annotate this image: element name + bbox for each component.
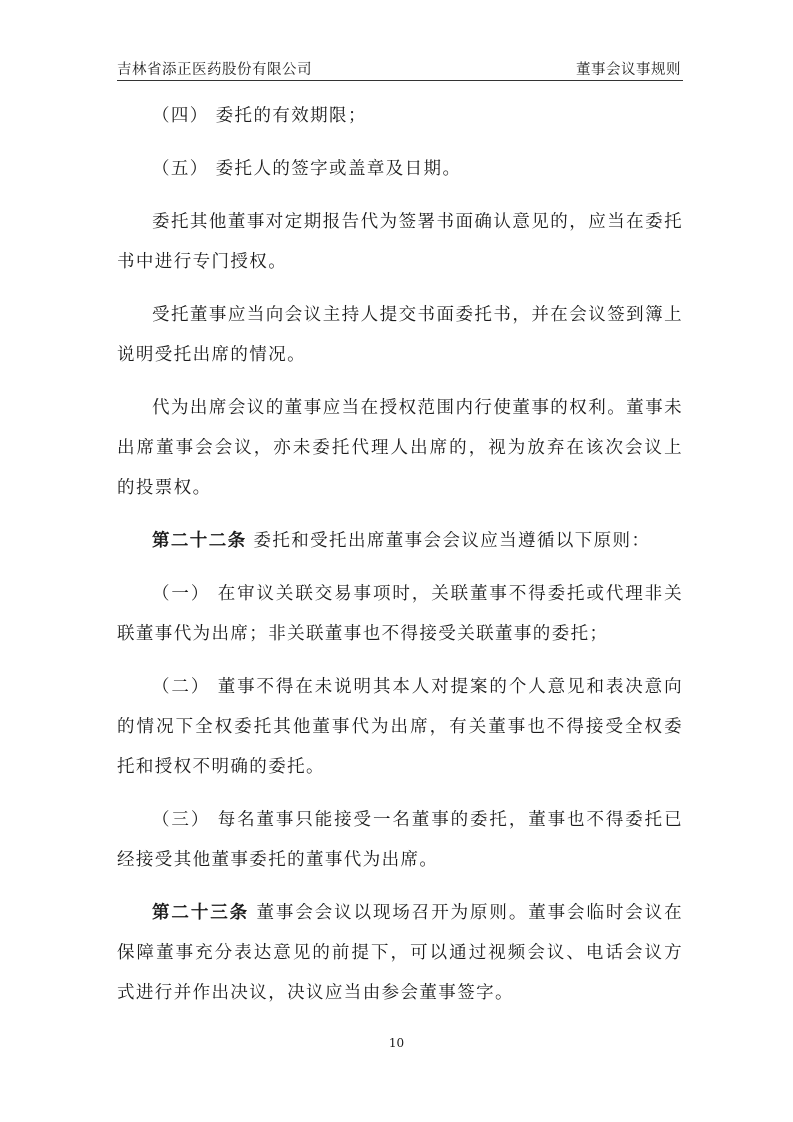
article-number: 第二十三条 (152, 903, 250, 923)
paragraph-text: 受托董事应当向会议主持人提交书面委托书，并在会议签到簿上说明受托出席的情况。 (117, 305, 683, 365)
article-paragraph (117, 893, 683, 1013)
paragraph-text: （一） 在审议关联交易事项时，关联董事不得委托或代理非关联董事代为出席；非关联董事也不得接受关联董事的委托； (117, 584, 683, 644)
paragraph (117, 149, 683, 189)
paragraph-text: 委托和受托出席董事会会议应当遵循以下原则： (246, 531, 651, 551)
paragraph (117, 388, 683, 508)
paragraph (117, 800, 683, 880)
paragraph (117, 96, 683, 136)
paragraph (117, 667, 683, 787)
article-paragraph (117, 521, 683, 561)
paragraph (117, 574, 683, 654)
paragraph (117, 202, 683, 282)
document-title: 董事会议事规则 (576, 62, 681, 78)
paragraph-text: （四） 委托的有效期限； (152, 106, 367, 126)
paragraph-text: （五） 委托人的签字或盖章及日期。 (152, 159, 462, 179)
article-number: 第二十二条 (152, 531, 247, 551)
paragraph-text: （二） 董事不得在未说明其本人对提案的个人意见和表决意向的情况下全权委托其他董事代为出席，有关董事也不得接受全权委托和授权不明确的委托。 (117, 677, 683, 777)
company-name: 吉林省添正医药股份有限公司 (117, 62, 312, 78)
page-header (117, 54, 683, 81)
page-number: 10 (388, 1036, 405, 1050)
paragraph (117, 295, 683, 375)
paragraph-text: （三） 每名董事只能接受一名董事的委托，董事也不得委托已经接受其他董事委托的董事代为出席。 (117, 810, 683, 870)
paragraph-text: 董事会会议以现场召开为原则。董事会临时会议在保障董事充分表达意见的前提下，可以通过视频会议、电话会议方式进行并作出决议，决议应当由参会董事签字。 (117, 903, 683, 1003)
paragraph-text: 代为出席会议的董事应当在授权范围内行使董事的权利。董事未出席董事会会议，亦未委托代理人出席的，视为放弃在该次会议上的投票权。 (117, 398, 683, 498)
paragraph-text: 委托其他董事对定期报告代为签署书面确认意见的，应当在委托书中进行专门授权。 (117, 212, 683, 272)
document-body (117, 96, 683, 1026)
